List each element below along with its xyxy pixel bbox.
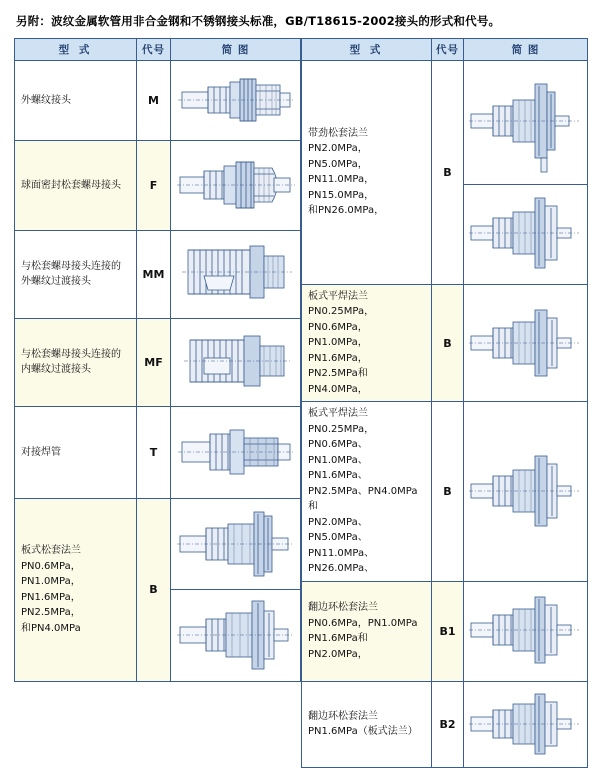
row-type-cell [15, 230, 137, 318]
row-figure-cell [171, 406, 301, 498]
spherical-seal-union-nut-fitting-drawing [174, 146, 298, 224]
row-type-cell [302, 581, 432, 681]
lapped-ring-lap-flange-plate-drawing [467, 684, 585, 764]
column-header-figure: 简 图 [464, 38, 588, 60]
row-code-cell: B2 [432, 681, 464, 767]
row-type-cell [15, 406, 137, 498]
butt-weld-pipe-drawing [174, 412, 298, 492]
row-code-cell: B1 [432, 581, 464, 681]
row-type-line: PN0.6MPa，PN1.0MPa， [21, 560, 81, 588]
row-figure-cell [464, 402, 588, 582]
table-header-row [302, 38, 588, 60]
table-row [15, 498, 301, 681]
row-code-cell: B [137, 498, 171, 681]
female-thread-adapter-drawing [174, 324, 298, 400]
row-type-line: PN2.5MPa和PN4.0MPa， [308, 368, 368, 395]
row-type-line: 板式松套法兰 [21, 545, 81, 557]
table-header-row [15, 38, 301, 60]
table-row [15, 140, 301, 230]
row-type-label: 外螺纹接头 [21, 94, 71, 106]
row-type-line: PN2.0MPa、PN5.0MPa、 [308, 516, 368, 544]
figure-subcell [171, 590, 300, 681]
row-type-label [302, 402, 431, 581]
page-title: 另附：波纹金属软管用非合金钢和不锈钢接头标准，GB/T18615-2002接头的形式和代号。 [16, 14, 501, 28]
table-row [15, 230, 301, 318]
row-type-line: PN11.0MPa，PN15.0MPa， [308, 174, 375, 201]
row-type-label [302, 122, 431, 223]
row-figure-cell [171, 140, 301, 230]
stiffened-lap-flange-drawing-a [467, 66, 585, 178]
table-row [302, 284, 588, 402]
column-header-type: 型 式 [302, 38, 432, 60]
row-code-cell: B [432, 402, 464, 582]
row-code-cell: MF [137, 318, 171, 406]
row-type-line: PN1.6MPa，PN2.5MPa， [21, 591, 81, 619]
row-type-line: PN1.6MPa（板式法兰） [308, 726, 418, 738]
column-header-type: 型 式 [15, 38, 137, 60]
plate-lap-joint-flange-drawing-b [174, 593, 298, 677]
row-type-line: 带劲松套法兰 [308, 127, 368, 139]
row-type-line: 翻边环松套法兰 [308, 710, 378, 722]
row-type-line: 翻边环松套法兰 [308, 602, 378, 614]
table-row [15, 60, 301, 140]
row-code-cell: B [432, 60, 464, 284]
row-figure-cell [171, 230, 301, 318]
row-type-cell [302, 284, 432, 402]
row-type-label: 对接焊管 [21, 446, 61, 458]
row-figure-cell [464, 284, 588, 402]
row-type-line: PN11.0MPa、PN26.0MPa、 [308, 547, 375, 575]
row-type-line: 和PN26.0MPa， [308, 205, 385, 217]
row-type-line: PN0.6MPa，PN1.0MPa [308, 617, 418, 629]
row-figure-cell [464, 184, 588, 284]
plate-slip-on-flange-drawing-b [467, 438, 585, 546]
row-type-line: PN1.0MPa，PN1.6MPa， [308, 337, 368, 364]
row-type-line: PN0.25MPa，PN0.6MPa、 [308, 423, 375, 451]
row-type-label [302, 705, 431, 744]
row-code-cell: M [137, 60, 171, 140]
row-type-line: 板式平焊法兰 [308, 290, 368, 302]
right-fitting-table [301, 38, 588, 768]
table-row [302, 681, 588, 767]
row-type-label [15, 539, 136, 640]
table-row [302, 60, 588, 184]
row-type-line: 板式平焊法兰 [308, 408, 368, 420]
plate-lap-joint-flange-drawing-a [174, 502, 298, 586]
row-figure-cell [464, 581, 588, 681]
row-type-cell [15, 498, 137, 681]
row-type-cell [15, 60, 137, 140]
row-type-cell [302, 60, 432, 284]
table-row [15, 318, 301, 406]
row-type-line: PN0.25MPa，PN0.6MPa， [308, 306, 375, 333]
column-header-code: 代号 [137, 38, 171, 60]
row-figure-cell [171, 498, 301, 681]
male-thread-fitting-drawing [174, 65, 298, 135]
row-code-cell: T [137, 406, 171, 498]
row-type-line: 和PN4.0MPa [21, 622, 81, 634]
column-header-code: 代号 [432, 38, 464, 60]
row-type-line: PN1.6MPa和PN2.0MPa， [308, 633, 368, 660]
row-type-label: 球面密封松套螺母接头 [21, 179, 121, 191]
row-figure-cell [464, 681, 588, 767]
row-type-label [302, 596, 431, 666]
row-type-label: 与松套螺母接头连接的外螺纹过渡接头 [21, 260, 121, 288]
row-type-label: 与松套螺母接头连接的内螺纹过渡接头 [21, 348, 121, 376]
row-type-line: PN2.0MPa，PN5.0MPa， [308, 143, 368, 170]
row-code-cell: MM [137, 230, 171, 318]
row-code-cell: B [432, 284, 464, 402]
plate-slip-on-flange-drawing-a [467, 300, 585, 386]
table-row [302, 402, 588, 582]
row-type-label [302, 285, 431, 402]
row-type-line: PN1.0MPa、PN1.6MPa、 [308, 454, 368, 482]
tables-container [14, 38, 586, 768]
row-figure-cell [171, 318, 301, 406]
left-fitting-table [14, 38, 301, 682]
row-code-cell: F [137, 140, 171, 230]
stiffened-lap-flange-drawing-b [467, 186, 585, 282]
row-type-cell [15, 318, 137, 406]
column-header-figure: 简 图 [171, 38, 301, 60]
table-row [302, 581, 588, 681]
row-type-cell [302, 402, 432, 582]
row-figure-cell [464, 60, 588, 184]
table-row [15, 406, 301, 498]
male-thread-adapter-drawing [174, 236, 298, 312]
row-type-line: PN2.5MPa、PN4.0MPa 和 [308, 485, 418, 513]
row-type-cell [15, 140, 137, 230]
row-figure-cell [171, 60, 301, 140]
lapped-ring-lap-flange-drawing [467, 585, 585, 677]
row-type-cell [302, 681, 432, 767]
figure-subcell [171, 499, 300, 590]
